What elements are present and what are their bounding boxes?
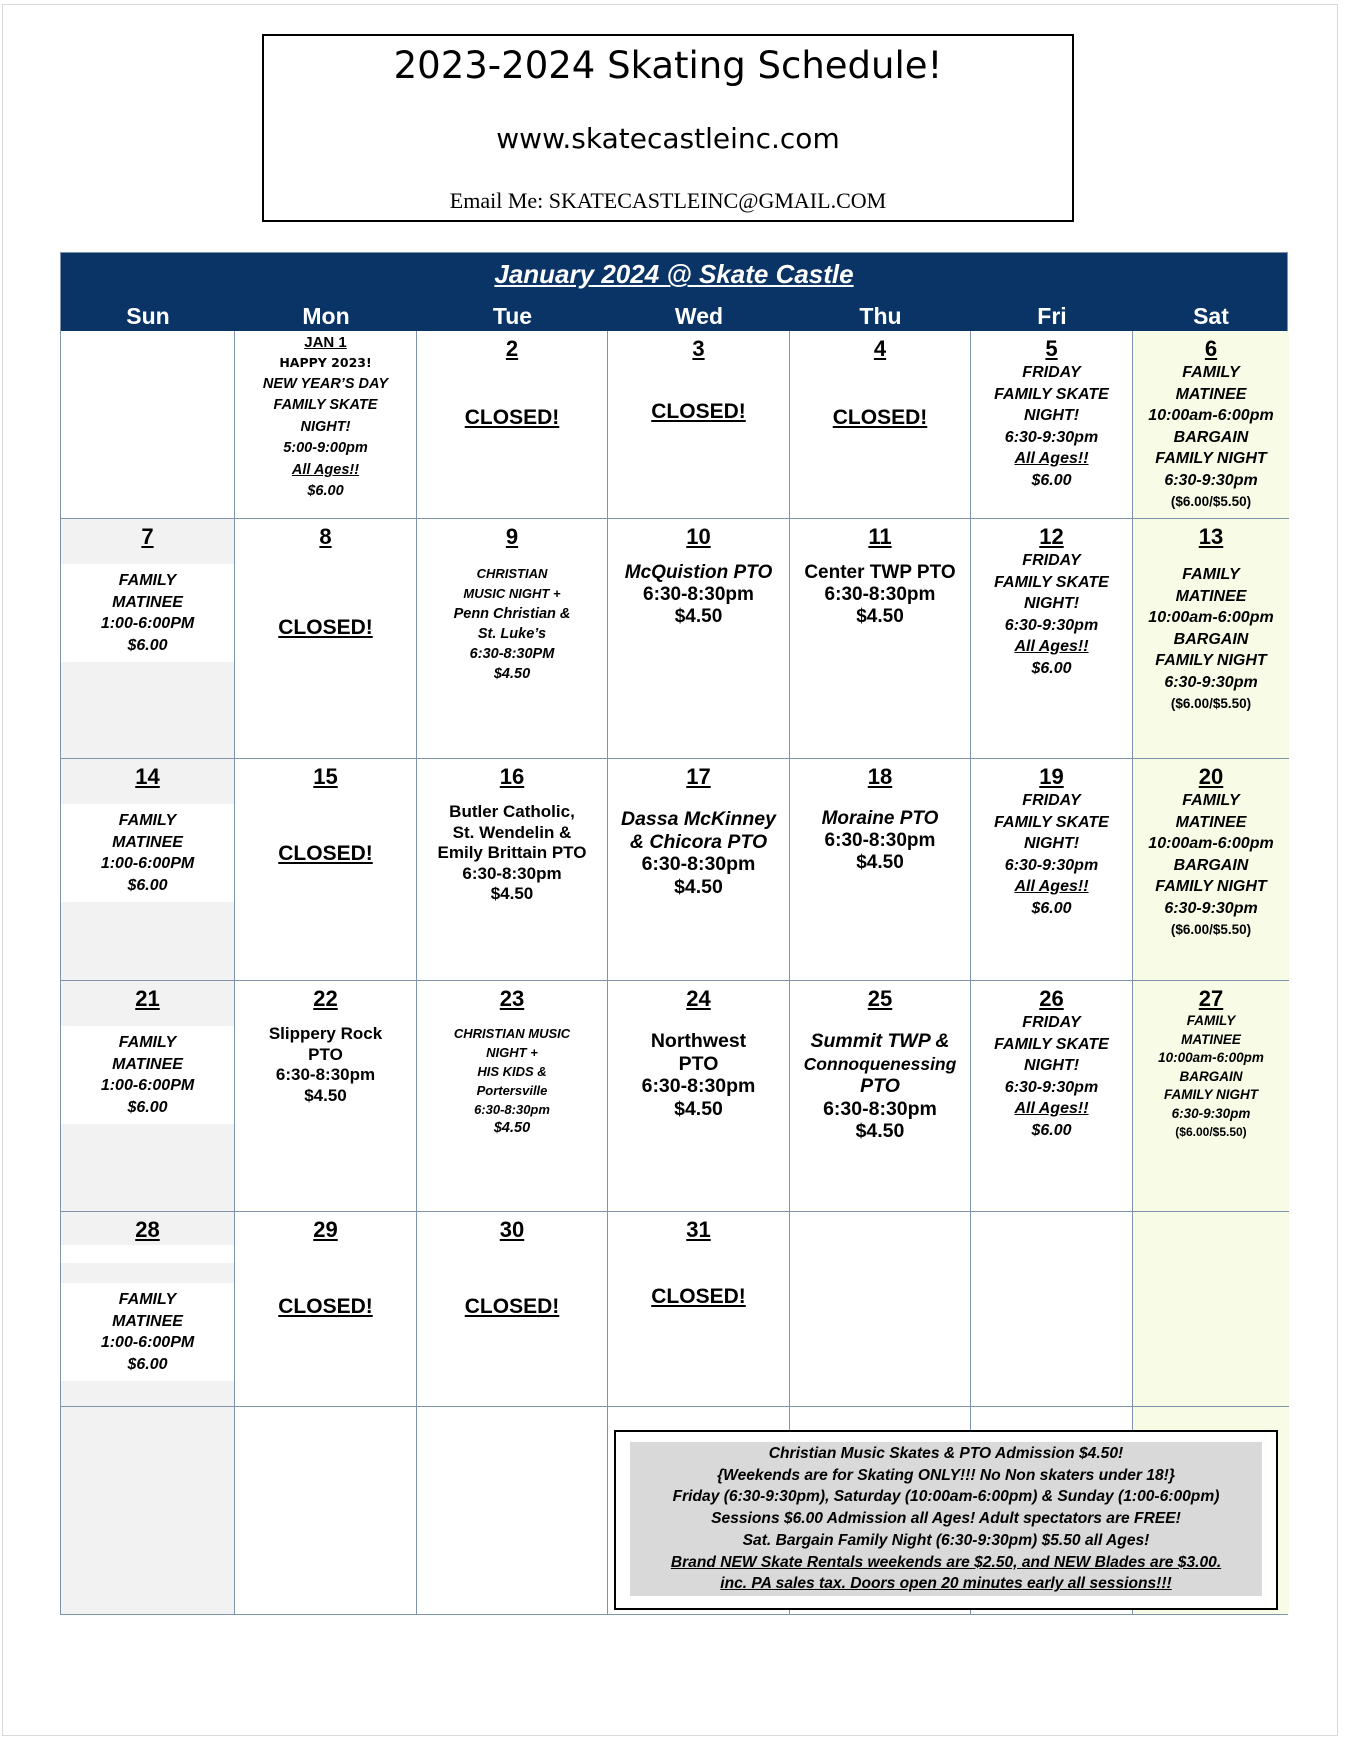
event-line: 6:30-9:30pm bbox=[1164, 471, 1258, 489]
dow-wed: Wed bbox=[674, 303, 724, 329]
closed-label: CLOSED! bbox=[278, 616, 373, 639]
day-number: 14 bbox=[135, 764, 160, 789]
event-line: Butler Catholic, bbox=[449, 802, 575, 821]
note-line: {Weekends are for Skating ONLY!!! No Non skaters under 18!} bbox=[717, 1466, 1175, 1484]
event-price: $6.00 bbox=[307, 483, 344, 499]
event-line: PTO bbox=[678, 1052, 719, 1075]
event-line: FRIDAY bbox=[1022, 552, 1081, 569]
event-line: FAMILY NIGHT bbox=[1155, 450, 1267, 467]
event-line: CHRISTIAN bbox=[476, 566, 548, 581]
day-number: 3 bbox=[692, 336, 705, 361]
day-cell-jan-20 bbox=[1133, 759, 1289, 981]
event-line: All Ages!! bbox=[1014, 878, 1089, 895]
event-price: $4.50 bbox=[493, 1120, 531, 1136]
event-line: NIGHT + bbox=[486, 1045, 538, 1060]
day-number: 8 bbox=[319, 524, 332, 549]
dow-tue: Tue bbox=[492, 303, 533, 329]
day-number: 12 bbox=[1039, 524, 1064, 549]
event-line: FAMILY bbox=[118, 812, 177, 829]
event-price: $6.00 bbox=[1031, 659, 1072, 677]
event-line: All Ages!! bbox=[1014, 450, 1089, 467]
day-cell-empty bbox=[790, 1212, 971, 1407]
day-number: 19 bbox=[1039, 764, 1064, 789]
event-line: BARGAIN bbox=[1173, 428, 1249, 446]
event-line: NIGHT! bbox=[1023, 407, 1080, 424]
event-price: $4.50 bbox=[304, 1085, 347, 1105]
event-price: $4.50 bbox=[856, 606, 904, 627]
event-line: HAPPY 2023! bbox=[279, 355, 372, 370]
day-cell-jan-7 bbox=[61, 519, 235, 759]
closed-label: CLOSED! bbox=[651, 400, 746, 423]
day-number: 26 bbox=[1039, 986, 1064, 1011]
event-line: 6:30-8:30pm bbox=[823, 1097, 937, 1120]
day-number: 5 bbox=[1045, 336, 1058, 361]
event-line: Summit TWP & bbox=[810, 1030, 950, 1052]
event-line: 6:30-8:30pm bbox=[462, 863, 562, 883]
event-line: 1:00-6:00PM bbox=[100, 1334, 195, 1351]
event-price: $4.50 bbox=[856, 852, 904, 873]
event-price: ($6.00/$5.50) bbox=[1175, 1125, 1247, 1139]
event-line: PTO bbox=[308, 1044, 343, 1064]
dow-thu: Thu bbox=[859, 303, 902, 329]
day-number: 10 bbox=[686, 524, 711, 549]
contact-email: Email Me: SKATECASTLEINC@GMAIL.COM bbox=[449, 188, 887, 213]
event-line: MATINEE bbox=[1175, 813, 1247, 831]
day-number: 22 bbox=[313, 986, 338, 1011]
note-line: Sessions $6.00 Admission all Ages! Adult spectators are FREE! bbox=[711, 1510, 1181, 1528]
page-title: 2023-2024 Skating Schedule! bbox=[393, 44, 943, 87]
day-cell-empty bbox=[417, 1407, 608, 1614]
event-line: 10:00am-6:00pm bbox=[1148, 609, 1274, 626]
day-number: 6 bbox=[1204, 336, 1218, 361]
event-price: $6.00 bbox=[1031, 1121, 1072, 1139]
event-line: 6:30-9:30pm bbox=[1004, 856, 1099, 874]
event-line: St. Luke’s bbox=[477, 626, 547, 642]
event-line: 10:00am-6:00pm bbox=[1148, 407, 1274, 424]
event-price: $6.00 bbox=[1031, 471, 1072, 489]
event-line: MATINEE bbox=[1175, 385, 1247, 403]
day-cell-empty bbox=[235, 1407, 417, 1614]
event-line: BARGAIN bbox=[1173, 856, 1249, 874]
event-price: $6.00 bbox=[127, 876, 168, 894]
website-url: www.skatecastleinc.com bbox=[496, 122, 840, 155]
day-cell-jan-3 bbox=[608, 331, 790, 519]
event-line: FRIDAY bbox=[1022, 364, 1081, 381]
event-line: FAMILY SKATE bbox=[994, 813, 1109, 831]
day-number: 20 bbox=[1198, 764, 1224, 789]
closed-label: CLOSED! bbox=[278, 842, 373, 865]
day-cell-jan-6 bbox=[1133, 331, 1289, 519]
note-line: Friday (6:30-9:30pm), Saturday (10:00am-6:00pm) & Sunday (1:00-6:00pm) bbox=[672, 1488, 1220, 1506]
day-number: 18 bbox=[867, 764, 893, 789]
event-line: 5:00-9:00pm bbox=[283, 440, 368, 456]
event-line: FAMILY SKATE bbox=[273, 397, 378, 413]
event-price: $4.50 bbox=[674, 875, 723, 898]
day-number: 17 bbox=[686, 764, 711, 789]
day-number: 29 bbox=[313, 1217, 338, 1242]
day-number: 23 bbox=[499, 986, 525, 1011]
event-line: All Ages!! bbox=[291, 461, 360, 478]
event-line: Northwest bbox=[650, 1030, 747, 1052]
event-line: 1:00-6:00PM bbox=[100, 1077, 195, 1094]
event-line: 6:30-8:30pm bbox=[824, 830, 936, 851]
event-line: 10:00am-6:00pm bbox=[1148, 835, 1274, 852]
day-of-week-row bbox=[61, 301, 1287, 331]
day-cell-jan-15 bbox=[235, 759, 417, 981]
day-cell-jan-30 bbox=[417, 1212, 608, 1407]
event-line: MUSIC NIGHT + bbox=[463, 586, 561, 601]
event-price: $6.00 bbox=[1031, 899, 1072, 917]
day-number: 27 bbox=[1198, 986, 1224, 1011]
day-cell-jan-28 bbox=[61, 1212, 235, 1407]
event-line: FAMILY NIGHT bbox=[1155, 878, 1267, 895]
event-line: BARGAIN bbox=[1179, 1068, 1243, 1084]
event-line: All Ages!! bbox=[1014, 1100, 1089, 1117]
day-cell-jan-16 bbox=[417, 759, 608, 981]
day-number: 11 bbox=[868, 524, 892, 549]
day-number: 31 bbox=[686, 1217, 711, 1242]
event-price: ($6.00/$5.50) bbox=[1170, 696, 1252, 711]
event-line: FAMILY bbox=[118, 572, 177, 589]
day-cell-jan-9 bbox=[417, 519, 608, 759]
day-cell-jan-10 bbox=[608, 519, 790, 759]
event-line: NEW YEAR’S DAY bbox=[262, 375, 389, 392]
event-line: 6:30-8:30pm bbox=[641, 1075, 756, 1097]
event-line: 6:30-9:30pm bbox=[1164, 673, 1258, 691]
event-line: FAMILY bbox=[1182, 792, 1240, 809]
dow-sun: Sun bbox=[126, 303, 170, 329]
closed-label: CLOSED! bbox=[278, 1295, 373, 1318]
event-line: 6:30-9:30pm bbox=[1164, 899, 1258, 917]
event-line: All Ages!! bbox=[1014, 638, 1089, 655]
event-line: FAMILY SKATE bbox=[994, 573, 1109, 591]
event-line: FAMILY bbox=[1182, 566, 1240, 583]
day-cell-jan-17 bbox=[608, 759, 790, 981]
calendar bbox=[60, 252, 1288, 1615]
event-line: 6:30-9:30pm bbox=[1004, 1078, 1099, 1096]
day-cell-jan-31 bbox=[608, 1212, 790, 1407]
note-line: Christian Music Skates & PTO Admission $4.50! bbox=[768, 1445, 1124, 1462]
event-line: FAMILY bbox=[118, 1034, 177, 1051]
event-line: Emily Brittain PTO bbox=[437, 843, 587, 862]
day-number: 13 bbox=[1198, 524, 1224, 549]
event-line: FAMILY bbox=[1182, 364, 1240, 381]
day-cell-jan-5 bbox=[971, 331, 1133, 519]
closed-label: CLOSED! bbox=[651, 1285, 746, 1308]
event-line: Portersville bbox=[476, 1083, 548, 1098]
event-line: FAMILY NIGHT bbox=[1164, 1087, 1258, 1102]
event-price: $4.50 bbox=[674, 1097, 723, 1120]
event-line: FAMILY NIGHT bbox=[1155, 652, 1267, 669]
event-line: FRIDAY bbox=[1022, 1014, 1081, 1031]
event-line: St. Wendelin & bbox=[452, 822, 572, 842]
event-line: 10:00am-6:00pm bbox=[1158, 1050, 1264, 1065]
closed-label: CLOSED! bbox=[464, 1295, 560, 1318]
event-line: NIGHT! bbox=[1023, 1057, 1080, 1074]
event-line: 6:30-8:30pm bbox=[275, 1065, 376, 1084]
day-cell-jan-21 bbox=[61, 981, 235, 1212]
dow-mon: Mon bbox=[302, 303, 350, 329]
day-cell-empty bbox=[61, 331, 235, 519]
event-line: 1:00-6:00PM bbox=[100, 855, 195, 872]
day-cell-jan-29 bbox=[235, 1212, 417, 1407]
day-cell-jan-18 bbox=[790, 759, 971, 981]
day-number: 16 bbox=[499, 764, 525, 789]
calendar-header bbox=[61, 253, 1287, 331]
dow-fri: Fri bbox=[1037, 303, 1067, 329]
event-line: FAMILY bbox=[1186, 1013, 1236, 1028]
day-cell-empty bbox=[1133, 1212, 1289, 1407]
calendar-title: January 2024 @ Skate Castle bbox=[494, 259, 854, 289]
event-line: BARGAIN bbox=[1173, 630, 1249, 648]
day-cell-jan-26 bbox=[971, 981, 1133, 1212]
event-line: 6:30-9:30pm bbox=[1171, 1105, 1251, 1121]
event-line: MATINEE bbox=[112, 1312, 183, 1330]
day-number: 25 bbox=[867, 986, 893, 1011]
event-line: NIGHT! bbox=[300, 418, 351, 435]
event-line: Penn Christian & bbox=[453, 606, 571, 622]
event-line: 6:30-8:30pm bbox=[824, 584, 936, 605]
day-cell-jan-12 bbox=[971, 519, 1133, 759]
day-cell-jan-2 bbox=[417, 331, 608, 519]
day-number: 28 bbox=[135, 1217, 160, 1242]
event-line: 6:30-8:30pm bbox=[643, 584, 754, 605]
event-price: $6.00 bbox=[127, 1355, 168, 1373]
event-line: 6:30-9:30pm bbox=[1004, 428, 1099, 446]
event-line: MATINEE bbox=[1181, 1031, 1241, 1047]
event-price: $6.00 bbox=[127, 1098, 168, 1116]
dow-sat: Sat bbox=[1193, 303, 1229, 329]
day-cell-jan-11 bbox=[790, 519, 971, 759]
event-price: $6.00 bbox=[127, 636, 168, 654]
day-cell-jan-23 bbox=[417, 981, 608, 1212]
day-cell-jan-19 bbox=[971, 759, 1133, 981]
day-cell-jan-22 bbox=[235, 981, 417, 1212]
calendar-grid bbox=[61, 331, 1287, 1614]
event-price: $4.50 bbox=[490, 884, 534, 903]
day-number: JAN 1 bbox=[304, 334, 347, 351]
header-box bbox=[262, 34, 1074, 222]
event-line: 6:30-8:30pm bbox=[474, 1102, 550, 1117]
event-price: ($6.00/$5.50) bbox=[1170, 494, 1252, 509]
event-line: 6:30-9:30pm bbox=[1004, 616, 1099, 634]
event-line: CHRISTIAN MUSIC bbox=[453, 1026, 571, 1041]
event-line: FRIDAY bbox=[1022, 792, 1081, 809]
day-number: 9 bbox=[505, 524, 519, 549]
event-line: MATINEE bbox=[112, 1055, 183, 1073]
event-price: $4.50 bbox=[855, 1120, 905, 1142]
event-line: MATINEE bbox=[1175, 587, 1247, 605]
event-line: FAMILY SKATE bbox=[994, 385, 1109, 403]
day-number: 4 bbox=[873, 336, 887, 361]
day-cell-empty bbox=[61, 1407, 235, 1614]
event-price: $4.50 bbox=[493, 666, 531, 682]
day-cell-jan-13 bbox=[1133, 519, 1289, 759]
note-line: Sat. Bargain Family Night (6:30-9:30pm) $5.50 all Ages! bbox=[742, 1531, 1150, 1549]
event-line: 1:00-6:00PM bbox=[100, 615, 195, 632]
event-line: 6:30-8:30PM bbox=[469, 646, 555, 662]
closed-label: CLOSED! bbox=[832, 406, 928, 429]
event-line: McQuistion PTO bbox=[624, 562, 773, 583]
admission-notes bbox=[614, 1430, 1278, 1610]
day-cell-jan-8 bbox=[235, 519, 417, 759]
event-line: MATINEE bbox=[112, 593, 183, 611]
event-line: PTO bbox=[860, 1075, 900, 1097]
admission-notes-text bbox=[630, 1442, 1262, 1596]
day-cell-jan-1 bbox=[235, 331, 417, 519]
event-line: Dassa McKinney bbox=[621, 808, 776, 830]
day-number: 2 bbox=[505, 336, 519, 361]
day-cell-jan-14 bbox=[61, 759, 235, 981]
day-number: 21 bbox=[135, 986, 160, 1011]
day-number: 30 bbox=[499, 1217, 525, 1242]
event-line: 6:30-8:30pm bbox=[641, 853, 756, 875]
event-line: NIGHT! bbox=[1023, 595, 1080, 612]
day-cell-jan-24 bbox=[608, 981, 790, 1212]
day-cell-jan-27 bbox=[1133, 981, 1289, 1212]
note-line: inc. PA sales tax. Doors open 20 minutes early all sessions!!! bbox=[720, 1575, 1172, 1593]
event-line: Center TWP PTO bbox=[804, 562, 956, 583]
day-number: 7 bbox=[141, 524, 154, 549]
event-line: Slippery Rock bbox=[268, 1024, 383, 1043]
day-number: 15 bbox=[313, 764, 338, 789]
closed-label: CLOSED! bbox=[464, 406, 560, 429]
event-line: HIS KIDS & bbox=[477, 1064, 547, 1079]
event-line: FAMILY bbox=[118, 1291, 177, 1308]
day-number: 24 bbox=[686, 986, 711, 1011]
event-line: Connoquenessing bbox=[803, 1053, 957, 1074]
event-line: & Chicora PTO bbox=[629, 830, 768, 853]
event-line: FAMILY SKATE bbox=[994, 1035, 1109, 1053]
note-line: Brand NEW Skate Rentals weekends are $2.50, and NEW Blades are $3.00. bbox=[670, 1553, 1222, 1571]
event-line: Moraine PTO bbox=[821, 808, 939, 829]
event-price: $4.50 bbox=[674, 606, 723, 627]
day-cell-jan-25 bbox=[790, 981, 971, 1212]
day-cell-empty bbox=[971, 1212, 1133, 1407]
day-cell-jan-4 bbox=[790, 331, 971, 519]
event-line: NIGHT! bbox=[1023, 835, 1080, 852]
event-price: ($6.00/$5.50) bbox=[1170, 922, 1252, 937]
event-line: MATINEE bbox=[112, 833, 183, 851]
